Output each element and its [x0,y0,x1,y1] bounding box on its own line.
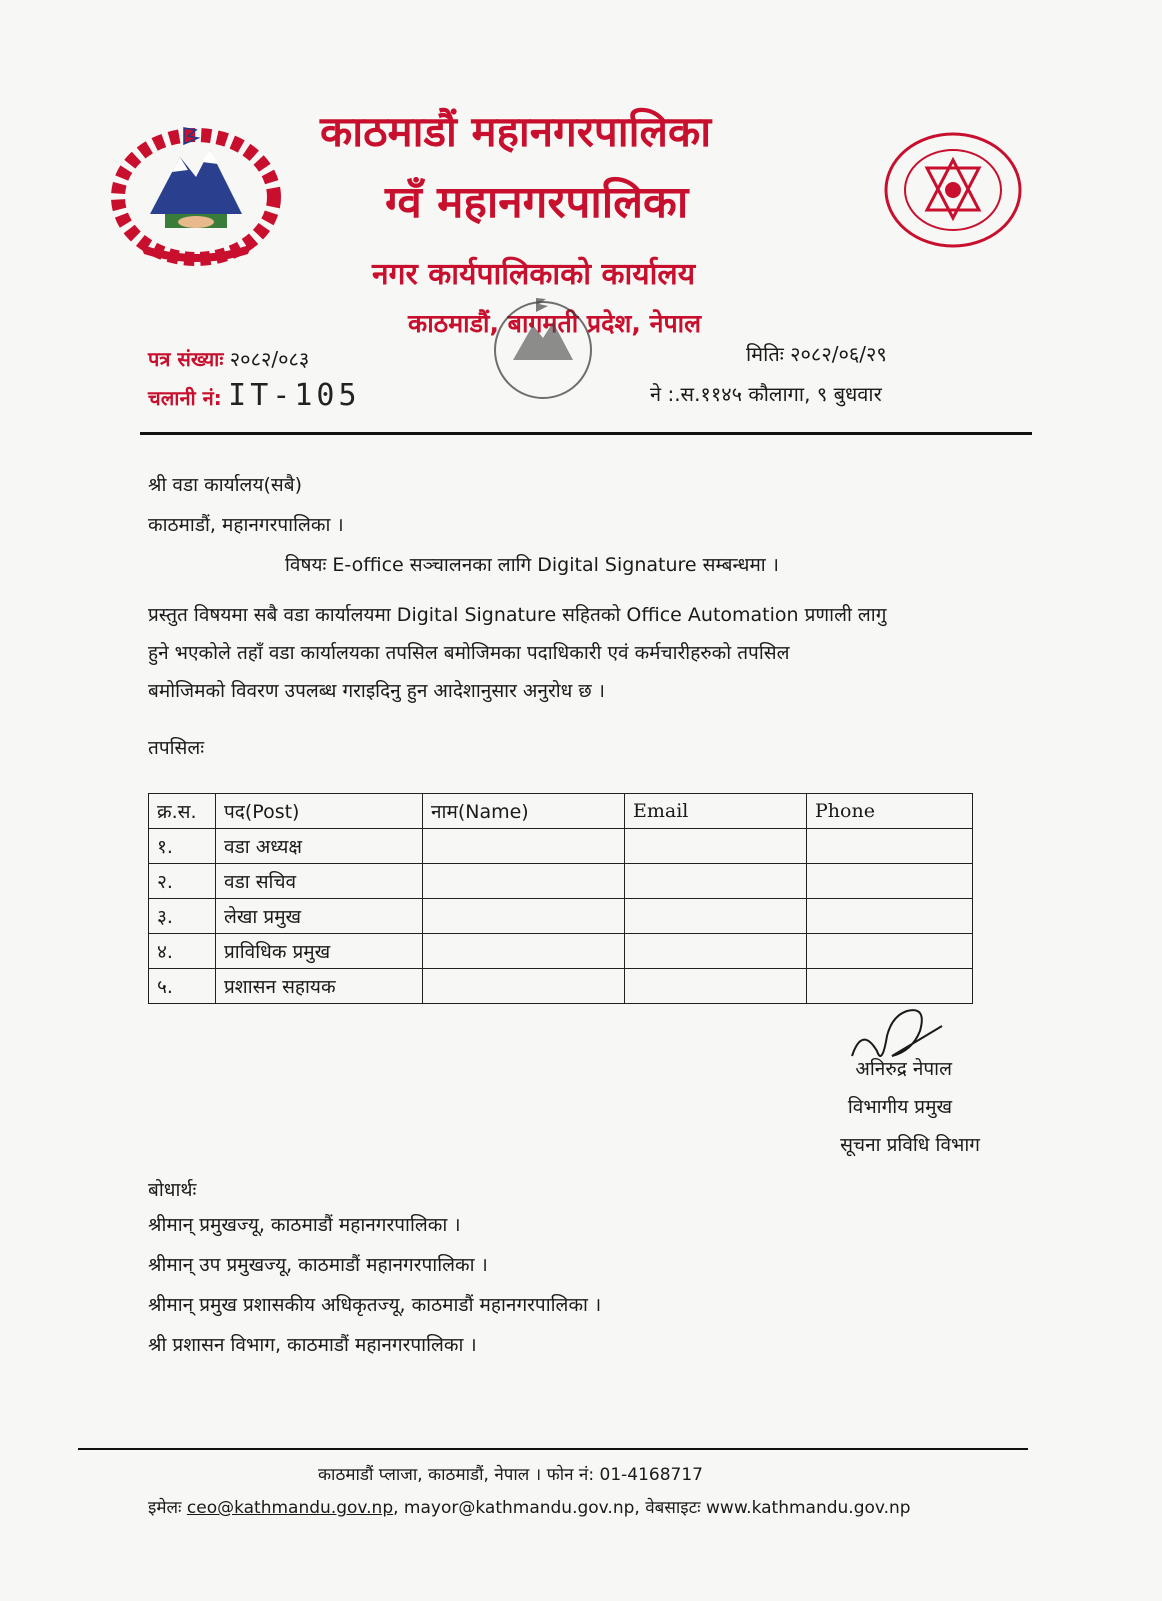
table-row [149,899,973,934]
signatory-designation: विभागीय प्रमुख [847,1096,952,1118]
tapasil-label: तपसिलः [148,737,205,759]
body-line-1: प्रस्तुत विषयमा सबै वडा कार्यालयमा Digital Signature सहितको Office Automation प्रणाली लागु [148,604,887,626]
patra-label: पत्र संख्याः [148,347,224,371]
row-post: वडा सचिव [216,864,423,899]
nepal-sambat-date: ने :.स.११४५ कौलागा, ९ बुधवार [650,382,882,406]
row-email-cell [625,899,807,934]
details-table [148,793,973,1004]
col-header-email: Email [625,794,807,829]
col-header-sn: क्र.स. [149,794,216,829]
office-name: नगर कार्यपालिकाको कार्यालय [372,257,696,292]
subject-line: विषयः E-office सञ्चालनका लागि Digital Signature सम्बन्धमा । [285,554,779,576]
nepal-emblem-logo [110,122,282,267]
row-email-cell [625,864,807,899]
row-sn: २. [149,864,216,899]
row-phone-cell [807,934,973,969]
cc-item: श्रीमान् प्रमुखज्यू, काठमाडौं महानगरपालिका । [148,1214,461,1236]
cc-item: श्रीमान् प्रमुख प्रशासकीय अधिकृतज्यू, काठमाडौं महानगरपालिका । [148,1294,602,1316]
ceo-email-link[interactable]: ceo@kathmandu.gov.np [186,1498,394,1518]
recipient-line-2: काठमाडौं, महानगरपालिका । [148,514,344,536]
row-sn: १. [149,829,216,864]
row-name-cell [423,969,625,1004]
miti [746,340,887,367]
row-sn: ३. [149,899,216,934]
table-row [149,864,973,899]
org-title: काठमाडौं महानगरपालिका [320,107,712,156]
miti-value: २०८२/०६/२९ [790,342,887,366]
row-email-cell [625,934,807,969]
website-link[interactable]: www.kathmandu.gov.np [706,1498,911,1518]
body-line-3: बमोजिमको विवरण उपलब्ध गराइदिनु हुन आदेशानुसार अनुरोध छ । [148,680,605,702]
office-address: काठमाडौं, बागमती प्रदेश, नेपाल [408,309,702,338]
table-row [149,829,973,864]
cc-list [148,1205,601,1365]
footer-address: काठमाडौं प्लाजा, काठमाडौं, नेपाल । फोन नं: 01-4168717 [318,1465,703,1485]
chalani-label: चलानी नं: [148,386,222,410]
cc-item: श्रीमान् उप प्रमुखज्यू, काठमाडौं महानगरपालिका । [148,1254,488,1276]
row-post: लेखा प्रमुख [216,899,423,934]
row-name-cell [423,899,625,934]
col-header-post: पद(Post) [216,794,423,829]
org-title-newari: ग्वँ महानगरपालिका [385,177,689,228]
patra-sankhya [148,345,309,372]
row-name-cell [423,829,625,864]
miti-label: मितिः [746,342,784,366]
row-post: प्राविधिक प्रमुख [216,934,423,969]
chalani-number [148,378,361,413]
row-post: वडा अध्यक्ष [216,829,423,864]
cc-label: बोधार्थः [148,1179,197,1201]
row-phone-cell [807,899,973,934]
footer-mayor-email: , mayor@kathmandu.gov.np, वेबसाइटः [393,1498,701,1518]
col-header-name: नाम(Name) [423,794,625,829]
header-divider [140,432,1032,435]
office-stamp [468,280,618,450]
body-line-2: हुने भएकोले तहाँ वडा कार्यालयका तपसिल बमोजिमका पदाधिकारी एवं कर्मचारीहरुको तपसिल [148,642,790,664]
row-phone-cell [807,829,973,864]
footer-contacts [148,1495,911,1518]
row-sn: ५. [149,969,216,1004]
table-row [149,934,973,969]
row-name-cell [423,934,625,969]
row-name-cell [423,864,625,899]
signatory-block [652,1050,980,1164]
table-header-row [149,794,973,829]
signatory-department: सूचना प्रविधि विभाग [840,1134,980,1156]
footer-email-label: इमेलः [148,1498,182,1518]
row-phone-cell [807,864,973,899]
col-header-phone: Phone [807,794,973,829]
cc-item: श्री प्रशासन विभाग, काठमाडौं महानगरपालिका । [148,1334,477,1356]
chalani-value: IT-105 [228,378,361,413]
patra-value: २०८२/०८३ [229,347,310,371]
kmc-seal-logo [882,130,1024,250]
row-email-cell [625,969,807,1004]
row-sn: ४. [149,934,216,969]
recipient-line-1: श्री वडा कार्यालय(सबै) [148,474,302,496]
row-post: प्रशासन सहायक [216,969,423,1004]
footer-divider [78,1448,1028,1450]
row-email-cell [625,829,807,864]
signatory-name: अनिरुद्र नेपाल [855,1058,952,1080]
